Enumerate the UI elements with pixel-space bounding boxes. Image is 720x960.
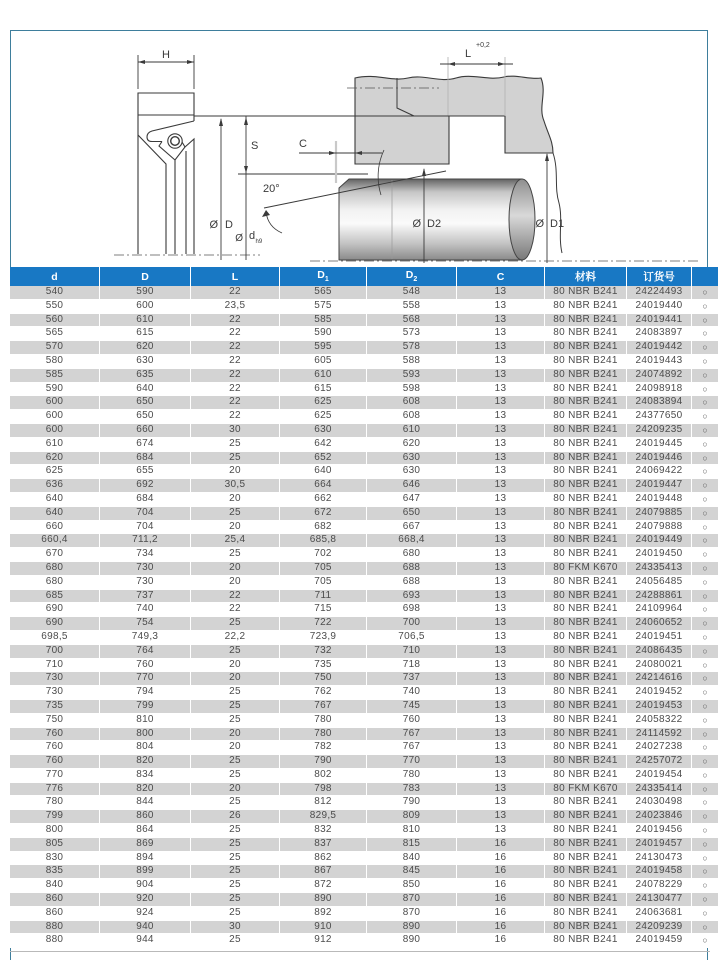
label-c: C [299,138,307,150]
availability-circle: ○ [692,879,718,893]
table-row: 540 590 22 565 548 13 80 NBR B241 24224493 ○ [10,286,718,300]
label-l: L [464,48,472,60]
availability-circle: ○ [692,728,718,742]
table-row: 730 794 25 762 740 13 80 NBR B241 24019452 ○ [10,686,718,700]
availability-circle: ○ [692,824,718,838]
table-row: 690 740 22 715 698 13 80 NBR B241 24109964 ○ [10,603,718,617]
table-row: 835 899 25 867 845 16 80 NBR B241 24019458 ○ [10,865,718,879]
availability-circle: ○ [692,852,718,866]
label-s: S [251,140,259,152]
label-d-outer: D [225,219,233,231]
availability-circle: ○ [692,769,718,783]
table-row: 660,4 711,2 25,4 685,8 668,4 13 80 NBR B241 24019449 ○ [10,534,718,548]
availability-circle: ○ [692,838,718,852]
table-row: 770 834 25 802 780 13 80 NBR B241 24019454 ○ [10,769,718,783]
label-d-inner: d [249,230,256,242]
label-phi-d1: Ø [535,218,544,230]
availability-circle: ○ [692,921,718,935]
table-row: 670 734 25 702 680 13 80 NBR B241 24019450 ○ [10,548,718,562]
table-row: 830 894 25 862 840 16 80 NBR B241 24130473 ○ [10,852,718,866]
availability-circle: ○ [692,934,718,948]
table-row: 800 864 25 832 810 13 80 NBR B241 24019456 ○ [10,824,718,838]
table-row: 550 600 23,5 575 558 13 80 NBR B241 24019440 ○ [10,300,718,314]
table-row: 660 704 20 682 667 13 80 NBR B241 24079888 ○ [10,521,718,535]
table-row: 620 684 25 652 630 13 80 NBR B241 24019446 ○ [10,452,718,466]
shaft [310,179,698,261]
label-phi-d2: Ø [412,218,421,230]
availability-circle: ○ [692,465,718,479]
label-phi-d-outer: Ø [209,219,218,231]
table-row: 735 799 25 767 745 13 80 NBR B241 24019453 ○ [10,700,718,714]
availability-circle: ○ [692,755,718,769]
column-header: 订货号 [627,267,692,286]
availability-circle: ○ [692,521,718,535]
column-header: $D_1$ [280,267,367,286]
table-header-row [10,267,718,286]
label-h: H [162,49,170,61]
availability-circle: ○ [692,355,718,369]
availability-circle: ○ [692,783,718,797]
technical-drawing [10,31,708,265]
table-row: 690 754 25 722 700 13 80 NBR B241 24060652 ○ [10,617,718,631]
table-row: 600 650 22 625 608 13 80 NBR B241 24083894 ○ [10,396,718,410]
table-body [10,286,718,948]
availability-circle: ○ [692,796,718,810]
availability-circle: ○ [692,341,718,355]
availability-circle: ○ [692,645,718,659]
table-row: 840 904 25 872 850 16 80 NBR B241 24078229 ○ [10,879,718,893]
column-header: D [100,267,191,286]
availability-circle: ○ [692,672,718,686]
label-d1: D1 [550,218,565,230]
availability-circle: ○ [692,410,718,424]
table-row: 750 810 25 780 760 13 80 NBR B241 24058322 ○ [10,714,718,728]
availability-circle: ○ [692,452,718,466]
table-row: 760 804 20 782 767 13 80 NBR B241 24027238 ○ [10,741,718,755]
table-row: 610 674 25 642 620 13 80 NBR B241 24019445 ○ [10,438,718,452]
table-row: 560 610 22 585 568 13 80 NBR B241 24019441 ○ [10,314,718,328]
table-row: 570 620 22 595 578 13 80 NBR B241 24019442 ○ [10,341,718,355]
availability-circle: ○ [692,907,718,921]
table-row: 680 730 20 705 688 13 80 FKM K670 24335413 ○ [10,562,718,576]
table-row: 565 615 22 590 573 13 80 NBR B241 24083897 ○ [10,327,718,341]
table-row: 680 730 20 705 688 13 80 NBR B241 24056485 ○ [10,576,718,590]
column-header: L [191,267,280,286]
table-row: 640 684 20 662 647 13 80 NBR B241 24019448 ○ [10,493,718,507]
availability-circle: ○ [692,438,718,452]
table-row: 590 640 22 615 598 13 80 NBR B241 24098918 ○ [10,383,718,397]
availability-circle: ○ [692,631,718,645]
availability-circle: ○ [692,507,718,521]
table-row: 799 860 26 829,5 809 13 80 NBR B241 24023846 ○ [10,810,718,824]
table-row: 640 704 25 672 650 13 80 NBR B241 24079885 ○ [10,507,718,521]
table-row: 805 869 25 837 815 16 80 NBR B241 24019457 ○ [10,838,718,852]
dimension-table [10,267,718,948]
table-row: 710 760 20 735 718 13 80 NBR B241 24080021 ○ [10,659,718,673]
availability-circle: ○ [692,479,718,493]
availability-circle: ○ [692,286,718,300]
table-row: 700 764 25 732 710 13 80 NBR B241 24086435 ○ [10,645,718,659]
availability-circle: ○ [692,369,718,383]
availability-circle: ○ [692,314,718,328]
availability-circle: ○ [692,590,718,604]
availability-circle: ○ [692,659,718,673]
table-row: 860 924 25 892 870 16 80 NBR B241 24063681 ○ [10,907,718,921]
table-row: 585 635 22 610 593 13 80 NBR B241 24074892 ○ [10,369,718,383]
table-row: 625 655 20 640 630 13 80 NBR B241 24069422 ○ [10,465,718,479]
availability-circle: ○ [692,700,718,714]
table-row: 776 820 20 798 783 13 80 FKM K670 24335414 ○ [10,783,718,797]
label-phi-d-inner: Ø [235,233,243,244]
table-row: 636 692 30,5 664 646 13 80 NBR B241 24019447 ○ [10,479,718,493]
availability-circle: ○ [692,424,718,438]
table-row: 685 737 22 711 693 13 80 NBR B241 24288861 ○ [10,590,718,604]
availability-circle: ○ [692,617,718,631]
availability-circle: ○ [692,686,718,700]
availability-circle: ○ [692,741,718,755]
availability-circle: ○ [692,327,718,341]
availability-circle: ○ [692,865,718,879]
column-header [692,267,718,286]
table-row: 580 630 22 605 588 13 80 NBR B241 24019443 ○ [10,355,718,369]
label-d-inner-sub: h9 [255,239,263,245]
label-l-tolerance: +0,2 [476,42,490,49]
availability-circle: ○ [692,576,718,590]
table-row: 760 800 20 780 767 13 80 NBR B241 24114592 ○ [10,728,718,742]
availability-circle: ○ [692,383,718,397]
table-bottom-rule [10,951,710,952]
table-row: 780 844 25 812 790 13 80 NBR B241 24030498 ○ [10,796,718,810]
availability-circle: ○ [692,534,718,548]
column-header: C [457,267,545,286]
availability-circle: ○ [692,396,718,410]
table-row: 600 660 30 630 610 13 80 NBR B241 24209235 ○ [10,424,718,438]
table-row: 730 770 20 750 737 13 80 NBR B241 24214616 ○ [10,672,718,686]
table-row: 860 920 25 890 870 16 80 NBR B241 24130477 ○ [10,893,718,907]
column-header: $D_2$ [367,267,457,286]
availability-circle: ○ [692,603,718,617]
availability-circle: ○ [692,893,718,907]
availability-circle: ○ [692,714,718,728]
label-d2: D2 [427,218,442,230]
availability-circle: ○ [692,300,718,314]
table-row: 600 650 22 625 608 13 80 NBR B241 24377650 ○ [10,410,718,424]
column-header: d [10,267,100,286]
availability-circle: ○ [692,493,718,507]
availability-circle: ○ [692,548,718,562]
table-row: 698,5 749,3 22,2 723,9 706,5 13 80 NBR B241 24019451 ○ [10,631,718,645]
table-row: 880 944 25 912 890 16 80 NBR B241 24019459 ○ [10,934,718,948]
label-angle: 20° [263,183,280,195]
availability-circle: ○ [692,810,718,824]
column-header: 材料 [545,267,627,286]
table-row: 880 940 30 910 890 16 80 NBR B241 24209239 ○ [10,921,718,935]
table-row: 760 820 25 790 770 13 80 NBR B241 24257072 ○ [10,755,718,769]
availability-circle: ○ [692,562,718,576]
